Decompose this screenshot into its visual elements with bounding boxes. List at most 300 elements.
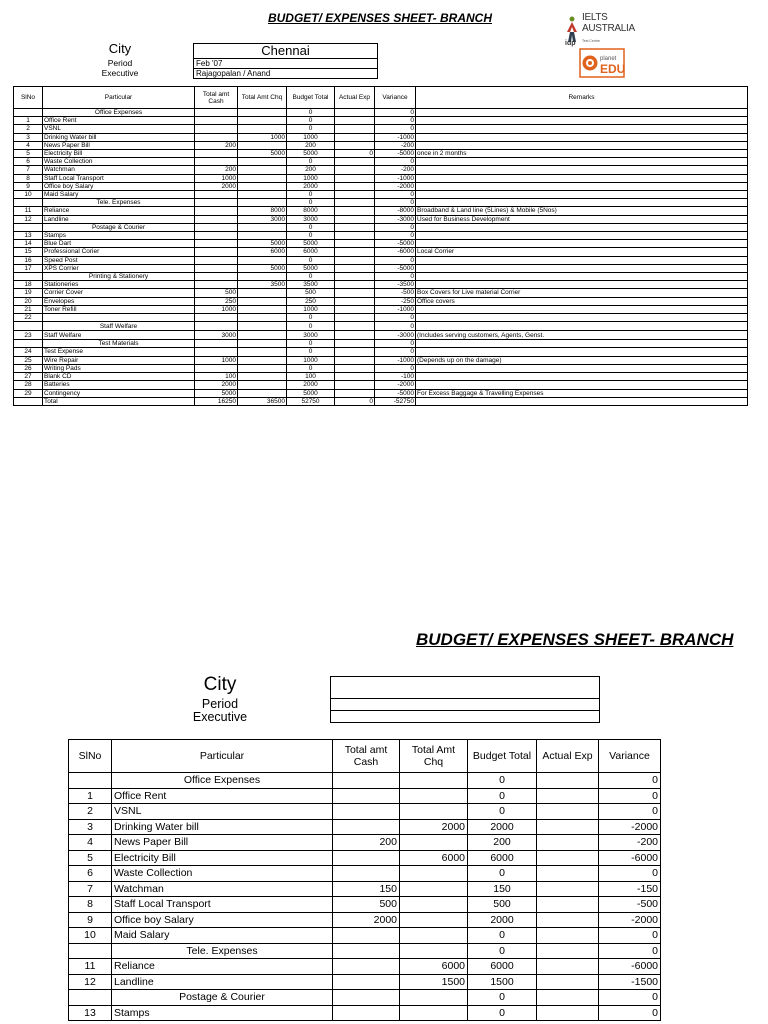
city-label: City <box>108 41 132 56</box>
cell-variance: 0 <box>599 773 661 789</box>
cell-chq <box>238 182 287 190</box>
cell-chq: 36500 <box>238 397 287 405</box>
cell-cash: 1000 <box>195 174 238 182</box>
cell-particular: Office Rent <box>43 117 195 125</box>
cell-variance: 0 <box>375 232 416 240</box>
cell-sl: 8 <box>14 174 43 182</box>
cell-actual <box>335 174 375 182</box>
cell-remarks <box>416 305 748 313</box>
cell-particular: Watchman <box>43 166 195 174</box>
cell-cash <box>333 850 400 866</box>
cell-particular: VSNL <box>43 125 195 133</box>
cell-sl: 16 <box>14 256 43 264</box>
cell-budget: 0 <box>287 314 335 322</box>
cell-cash <box>195 256 238 264</box>
table-row <box>14 297 748 305</box>
cell-sl: 11 <box>69 959 112 975</box>
city-value-2 <box>331 677 600 699</box>
section-row <box>69 943 661 959</box>
cell-particular: Batteries <box>43 381 195 389</box>
cell-chq <box>238 117 287 125</box>
cell-chq <box>238 141 287 149</box>
cell-remarks <box>416 158 748 166</box>
cell-sl: 12 <box>69 974 112 990</box>
cell-sl: 11 <box>14 207 43 215</box>
cell-sl: 4 <box>69 835 112 851</box>
cell-sl: 15 <box>14 248 43 256</box>
section-row <box>14 223 748 231</box>
cell-variance: -1000 <box>375 356 416 364</box>
table-row <box>14 158 748 166</box>
section-row <box>14 322 748 331</box>
cell-remarks <box>416 191 748 199</box>
cell-actual <box>335 381 375 389</box>
cell-cash: 100 <box>195 373 238 381</box>
cell-remarks <box>416 348 748 356</box>
cell-particular: Drinking Water bill <box>112 819 333 835</box>
cell-remarks <box>416 322 748 331</box>
cell-variance: 0 <box>375 223 416 231</box>
cell-chq <box>238 322 287 331</box>
cell-budget: 0 <box>287 322 335 331</box>
cell-chq <box>238 273 287 281</box>
table-row <box>14 305 748 313</box>
cell-cash <box>195 125 238 133</box>
cell-sl: 23 <box>14 331 43 340</box>
cell-cash <box>195 158 238 166</box>
cell-chq <box>238 331 287 340</box>
table-row <box>14 264 748 272</box>
cell-variance: -3000 <box>375 215 416 223</box>
planet-edu-logo <box>579 48 625 78</box>
cell-variance: -1500 <box>599 974 661 990</box>
cell-cash <box>195 314 238 322</box>
cell-variance: 0 <box>599 990 661 1006</box>
table-row <box>14 182 748 190</box>
cell-budget: 500 <box>287 289 335 297</box>
cell-chq <box>400 773 468 789</box>
table-row <box>69 835 661 851</box>
cell-budget: 1000 <box>287 133 335 141</box>
cell-budget: 0 <box>287 223 335 231</box>
cell-budget: 0 <box>287 109 335 117</box>
cell-budget: 0 <box>287 191 335 199</box>
cell-cash <box>333 804 400 820</box>
cell-particular: Envelopes <box>43 297 195 305</box>
table-row <box>14 141 748 149</box>
cell-actual <box>537 773 599 789</box>
cell-chq <box>238 314 287 322</box>
cell-chq <box>400 1005 468 1021</box>
cell-sl <box>14 340 43 348</box>
cell-actual <box>335 373 375 381</box>
cell-cash: 500 <box>333 897 400 913</box>
cell-particular: XPS Corrier <box>43 264 195 272</box>
cell-cash: 3000 <box>195 331 238 340</box>
cell-cash: 150 <box>333 881 400 897</box>
cell-variance: 0 <box>599 1005 661 1021</box>
section-row <box>14 109 748 117</box>
cell-chq <box>238 158 287 166</box>
cell-particular: Test Expense <box>43 348 195 356</box>
cell-particular: Office boy Salary <box>112 912 333 928</box>
column-header: Budget Total <box>468 740 537 773</box>
ielts-text: IELTS AUSTRALIA <box>582 12 635 34</box>
cell-budget: 0 <box>468 1005 537 1021</box>
cell-remarks: Box Covers for Live material Corrier <box>416 289 748 297</box>
cell-cash: 200 <box>195 166 238 174</box>
cell-particular: Maid Salary <box>112 928 333 944</box>
cell-particular: Printing & Stationery <box>43 273 195 281</box>
cell-remarks <box>416 373 748 381</box>
cell-remarks: For Excess Baggage & Travelling Expenses <box>416 389 748 397</box>
cell-sl: 7 <box>14 166 43 174</box>
cell-variance: 0 <box>599 788 661 804</box>
cell-particular: Waste Collection <box>43 158 195 166</box>
total-row <box>14 397 748 405</box>
cell-variance: 0 <box>599 928 661 944</box>
cell-remarks <box>416 199 748 207</box>
cell-variance: -500 <box>375 289 416 297</box>
cell-remarks <box>416 117 748 125</box>
cell-actual: 0 <box>335 397 375 405</box>
cell-variance: -52750 <box>375 397 416 405</box>
cell-budget: 1000 <box>287 305 335 313</box>
cell-chq: 1000 <box>238 133 287 141</box>
cell-cash: 5000 <box>195 389 238 397</box>
cell-budget: 0 <box>287 199 335 207</box>
cell-cash <box>333 773 400 789</box>
cell-actual <box>335 109 375 117</box>
cell-cash <box>195 109 238 117</box>
cell-variance: -2000 <box>599 819 661 835</box>
cell-budget: 0 <box>287 348 335 356</box>
cell-particular: Wire Repair <box>43 356 195 364</box>
cell-budget: 200 <box>287 166 335 174</box>
ielts-australia-logo: IELTS AUSTRALIA Test Centre idp planet EDU <box>565 12 635 76</box>
cell-variance: 0 <box>375 158 416 166</box>
cell-actual <box>335 289 375 297</box>
cell-cash <box>195 248 238 256</box>
budget-table-2 <box>68 739 661 1021</box>
cell-budget: 200 <box>287 141 335 149</box>
cell-actual <box>335 356 375 364</box>
table-row <box>14 314 748 322</box>
cell-actual <box>537 897 599 913</box>
table-row <box>69 788 661 804</box>
cell-cash <box>333 990 400 1006</box>
cell-sl <box>69 943 112 959</box>
table-row <box>14 207 748 215</box>
cell-cash <box>333 928 400 944</box>
cell-budget: 2000 <box>468 912 537 928</box>
cell-budget: 6000 <box>468 959 537 975</box>
cell-actual <box>537 819 599 835</box>
cell-particular: Tele. Expenses <box>43 199 195 207</box>
cell-particular: Speed Post <box>43 256 195 264</box>
cell-chq <box>400 788 468 804</box>
cell-sl: 17 <box>14 264 43 272</box>
cell-budget: 5000 <box>287 264 335 272</box>
cell-variance: -5000 <box>375 389 416 397</box>
cell-sl: 10 <box>69 928 112 944</box>
cell-remarks <box>416 141 748 149</box>
column-header: Total Amt Chq <box>400 740 468 773</box>
column-header: Particular <box>43 87 195 109</box>
table-row <box>14 331 748 340</box>
cell-variance: 0 <box>375 314 416 322</box>
cell-budget: 0 <box>287 117 335 125</box>
city-label-2: City <box>203 674 237 695</box>
cell-remarks <box>416 381 748 389</box>
section-row <box>14 340 748 348</box>
cell-chq <box>400 928 468 944</box>
cell-budget: 0 <box>287 364 335 372</box>
cell-variance: -5000 <box>375 150 416 158</box>
cell-remarks: Broadband & Land line (5Lines) & Mobile (5Nos) <box>416 207 748 215</box>
cell-remarks <box>416 264 748 272</box>
cell-actual <box>335 232 375 240</box>
cell-remarks <box>416 256 748 264</box>
cell-cash <box>333 943 400 959</box>
table-row <box>14 150 748 158</box>
cell-chq: 6000 <box>400 959 468 975</box>
cell-variance: 0 <box>375 117 416 125</box>
cell-chq <box>238 191 287 199</box>
cell-actual <box>335 166 375 174</box>
cell-cash: 200 <box>333 835 400 851</box>
cell-particular: News Paper Bill <box>43 141 195 149</box>
cell-budget: 0 <box>468 804 537 820</box>
cell-cash <box>195 264 238 272</box>
cell-variance: 0 <box>375 125 416 133</box>
table-row <box>69 959 661 975</box>
cell-chq <box>238 305 287 313</box>
cell-remarks <box>416 340 748 348</box>
cell-variance: 0 <box>375 256 416 264</box>
cell-sl: 9 <box>69 912 112 928</box>
cell-particular: Staff Welfare <box>43 322 195 331</box>
cell-sl: 14 <box>14 240 43 248</box>
cell-cash <box>195 191 238 199</box>
cell-actual <box>537 850 599 866</box>
cell-chq <box>238 348 287 356</box>
cell-sl: 26 <box>14 364 43 372</box>
cell-budget: 0 <box>287 340 335 348</box>
cell-variance: 0 <box>599 866 661 882</box>
column-header: Remarks <box>416 87 748 109</box>
cell-variance: -500 <box>599 897 661 913</box>
cell-budget: 0 <box>468 788 537 804</box>
cell-chq <box>400 990 468 1006</box>
cell-actual: 0 <box>335 150 375 158</box>
cell-budget: 0 <box>287 125 335 133</box>
cell-variance: 0 <box>375 322 416 331</box>
branch-info-box <box>193 43 378 79</box>
cell-variance: 0 <box>375 273 416 281</box>
cell-budget: 3000 <box>287 331 335 340</box>
cell-actual <box>335 125 375 133</box>
cell-budget: 2000 <box>287 381 335 389</box>
cell-remarks <box>416 166 748 174</box>
cell-particular: Staff Local Transport <box>43 174 195 182</box>
cell-cash: 250 <box>195 297 238 305</box>
cell-variance: -3500 <box>375 281 416 289</box>
cell-actual <box>537 804 599 820</box>
cell-particular <box>43 314 195 322</box>
column-header: Actual Exp <box>537 740 599 773</box>
cell-actual <box>537 788 599 804</box>
cell-cash <box>195 273 238 281</box>
cell-sl: 24 <box>14 348 43 356</box>
cell-sl: 28 <box>14 381 43 389</box>
cell-sl: 27 <box>14 373 43 381</box>
cell-remarks <box>416 364 748 372</box>
cell-budget: 150 <box>468 881 537 897</box>
cell-remarks <box>416 133 748 141</box>
cell-cash: 500 <box>195 289 238 297</box>
cell-budget: 0 <box>287 256 335 264</box>
cell-actual <box>335 264 375 272</box>
table-row <box>69 897 661 913</box>
cell-cash <box>195 223 238 231</box>
city-value: Chennai <box>194 44 378 59</box>
cell-cash <box>195 150 238 158</box>
cell-actual <box>335 305 375 313</box>
period-value: Feb '07 <box>194 59 378 69</box>
svg-text:EDU: EDU <box>600 62 626 76</box>
table-row <box>14 281 748 289</box>
planet-edu-icon <box>579 48 625 78</box>
cell-cash: 16250 <box>195 397 238 405</box>
column-header: Particular <box>112 740 333 773</box>
cell-cash <box>333 788 400 804</box>
cell-actual <box>335 281 375 289</box>
cell-variance: 0 <box>375 348 416 356</box>
cell-chq <box>238 125 287 133</box>
cell-sl: 8 <box>69 897 112 913</box>
cell-sl <box>14 223 43 231</box>
cell-actual <box>537 912 599 928</box>
table-row <box>14 256 748 264</box>
cell-chq: 5000 <box>238 264 287 272</box>
cell-chq: 5000 <box>238 150 287 158</box>
cell-variance: -8000 <box>375 207 416 215</box>
section-row <box>14 199 748 207</box>
sheet2-title: BUDGET/ EXPENSES SHEET- BRANCH <box>416 630 734 649</box>
cell-variance: -6000 <box>375 248 416 256</box>
cell-budget: 0 <box>468 866 537 882</box>
table-row <box>14 289 748 297</box>
cell-chq: 5000 <box>238 240 287 248</box>
cell-cash: 200 <box>195 141 238 149</box>
cell-particular: Writing Pads <box>43 364 195 372</box>
cell-cash <box>195 348 238 356</box>
cell-actual <box>335 273 375 281</box>
cell-cash: 2000 <box>195 182 238 190</box>
cell-chq <box>238 109 287 117</box>
cell-actual <box>335 314 375 322</box>
cell-sl <box>14 397 43 405</box>
period-label-2: Period <box>201 697 239 711</box>
cell-chq: 6000 <box>400 850 468 866</box>
cell-cash <box>195 199 238 207</box>
cell-chq <box>400 881 468 897</box>
cell-actual <box>335 331 375 340</box>
cell-remarks <box>416 397 748 405</box>
cell-variance: -200 <box>375 166 416 174</box>
cell-chq: 2000 <box>400 819 468 835</box>
cell-chq <box>400 835 468 851</box>
cell-cash <box>195 322 238 331</box>
cell-variance: -200 <box>375 141 416 149</box>
cell-sl <box>69 990 112 1006</box>
cell-budget: 500 <box>468 897 537 913</box>
table-row <box>69 1005 661 1021</box>
column-header: Total Amt Chq <box>238 87 287 109</box>
cell-sl: 1 <box>69 788 112 804</box>
cell-particular: Office Rent <box>112 788 333 804</box>
cell-actual <box>335 248 375 256</box>
cell-sl: 13 <box>69 1005 112 1021</box>
cell-cash <box>195 281 238 289</box>
cell-actual <box>335 340 375 348</box>
cell-actual <box>537 959 599 975</box>
cell-cash <box>333 974 400 990</box>
table-row <box>14 389 748 397</box>
cell-actual <box>335 348 375 356</box>
cell-sl: 5 <box>14 150 43 158</box>
cell-particular: Blank CD <box>43 373 195 381</box>
cell-sl: 3 <box>69 819 112 835</box>
cell-remarks <box>416 314 748 322</box>
cell-variance: -1000 <box>375 174 416 182</box>
cell-sl: 21 <box>14 305 43 313</box>
table-row <box>14 356 748 364</box>
cell-sl: 4 <box>14 141 43 149</box>
column-header: SlNo <box>69 740 112 773</box>
sheet1-title: BUDGET/ EXPENSES SHEET- BRANCH <box>267 11 493 25</box>
cell-sl: 1 <box>14 117 43 125</box>
cell-remarks <box>416 281 748 289</box>
svg-text:planet: planet <box>600 56 617 62</box>
cell-particular: Tele. Expenses <box>112 943 333 959</box>
cell-cash: 1000 <box>195 305 238 313</box>
cell-particular: Electricity Bill <box>112 850 333 866</box>
cell-budget: 0 <box>468 928 537 944</box>
cell-chq <box>238 373 287 381</box>
table-row <box>14 174 748 182</box>
cell-cash <box>195 232 238 240</box>
cell-remarks: Office covers <box>416 297 748 305</box>
cell-chq: 8000 <box>238 207 287 215</box>
table-row <box>14 232 748 240</box>
cell-budget: 6000 <box>287 248 335 256</box>
cell-actual <box>537 974 599 990</box>
cell-budget: 0 <box>287 232 335 240</box>
column-header: Total amt Cash <box>195 87 238 109</box>
cell-budget: 0 <box>287 158 335 166</box>
cell-remarks: (Includes serving customers, Agents, Genst. <box>416 331 748 340</box>
cell-particular: Maid Salary <box>43 191 195 199</box>
cell-variance: -200 <box>599 835 661 851</box>
section-row <box>14 273 748 281</box>
cell-particular: Staff Local Transport <box>112 897 333 913</box>
cell-cash <box>195 133 238 141</box>
cell-actual <box>335 322 375 331</box>
table-row <box>69 804 661 820</box>
budget-table-branch <box>13 86 748 406</box>
